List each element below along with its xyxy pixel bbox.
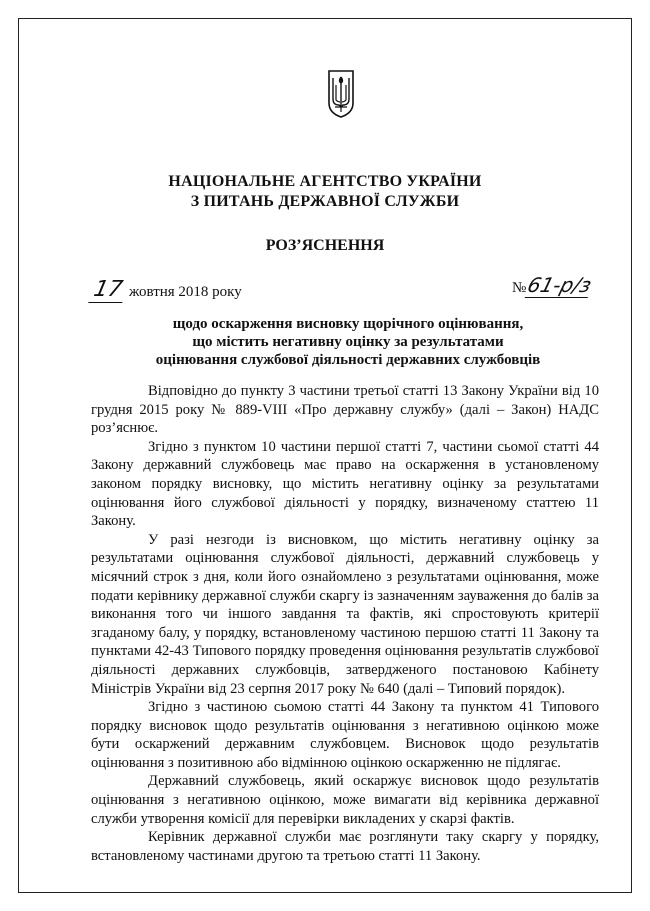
- document-page: [18, 18, 632, 893]
- body-paragraph: У разі незгоди із висновком, що містить негативну оцінку за результатами оцінювання службової діяльності, державний службовець у місячний строк з дня, коли його ознайомлено з результатами оцінювання, може подати керівнику державної служби скаргу із зазначенням зауваження до балів за виконання того чи іншого завдання та фактів, які спростовують критерії згаданому балу, у порядку, встановленому частиною першою статті 11 Закону та пунктами 42-43 Типового порядку проведення оцінювання результатів службової діяльності державних службовців, затвердженого постановою Кабінету Міністрів України від 23 серпня 2017 року № 640 (далі – Типовий порядок).: [91, 531, 599, 697]
- document-date: [91, 277, 242, 303]
- subject-line-3: оцінювання службової діяльності державних службовців: [155, 352, 541, 368]
- agency-line-1: НАЦІОНАЛЬНЕ АГЕНТСТВО УКРАЇНИ: [168, 173, 482, 190]
- trident-emblem-icon: [326, 69, 356, 119]
- document-number: [511, 273, 595, 298]
- document-subject: [129, 315, 567, 369]
- subject-line-1: щодо оскарження висновку щорічного оцінювання,: [172, 316, 524, 332]
- date-month-year: жовтня 2018 року: [129, 284, 242, 300]
- date-day-handwritten: 17: [88, 277, 128, 303]
- body-paragraph: Державний службовець, який оскаржує висновок щодо результатів оцінювання з негативною оцінкою, може вимагати від керівника державної служби утворення комісії для перевірки викладених у скарзі фактів.: [91, 773, 599, 827]
- document-body: [91, 382, 599, 865]
- number-value-handwritten: 61-р/з: [525, 273, 595, 297]
- agency-name: [19, 172, 631, 212]
- subject-line-2: що містить негативну оцінку за результатами: [192, 334, 504, 350]
- body-paragraph: Згідно з пунктом 10 частини першої статті 7, частини сьомої статті 44 Закону державний службовець має право на оскарження в установленому законом порядку висновку, що містить негативну оцінку за результатами оцінювання його службової діяльності у порядку, визначеному статтею 11 Закону.: [91, 438, 599, 530]
- body-paragraph: Відповідно до пункту 3 частини третьої статті 13 Закону України від 10 грудня 2015 року № 889-VIII «Про державну службу» (далі – Закон) НАДС роз’яснює.: [91, 383, 599, 437]
- agency-line-2: З ПИТАНЬ ДЕРЖАВНОЇ СЛУЖБИ: [190, 193, 460, 210]
- body-paragraph: Згідно з частиною сьомою статті 44 Закону та пунктом 41 Типового порядку висновок щодо результатів оцінювання з негативною оцінкою може бути оскаржений державним службовцем. Висновок щодо результатів оцінювання з позитивною або відмінною оцінкою оскарженню не підлягає.: [91, 699, 599, 771]
- document-type-heading: РОЗ’ЯСНЕННЯ: [265, 237, 385, 254]
- number-sign: №: [511, 280, 527, 296]
- body-paragraph: Керівник державної служби має розглянути таку скаргу у порядку, встановленому частинами другою та третьою статті 11 Закону.: [91, 829, 599, 864]
